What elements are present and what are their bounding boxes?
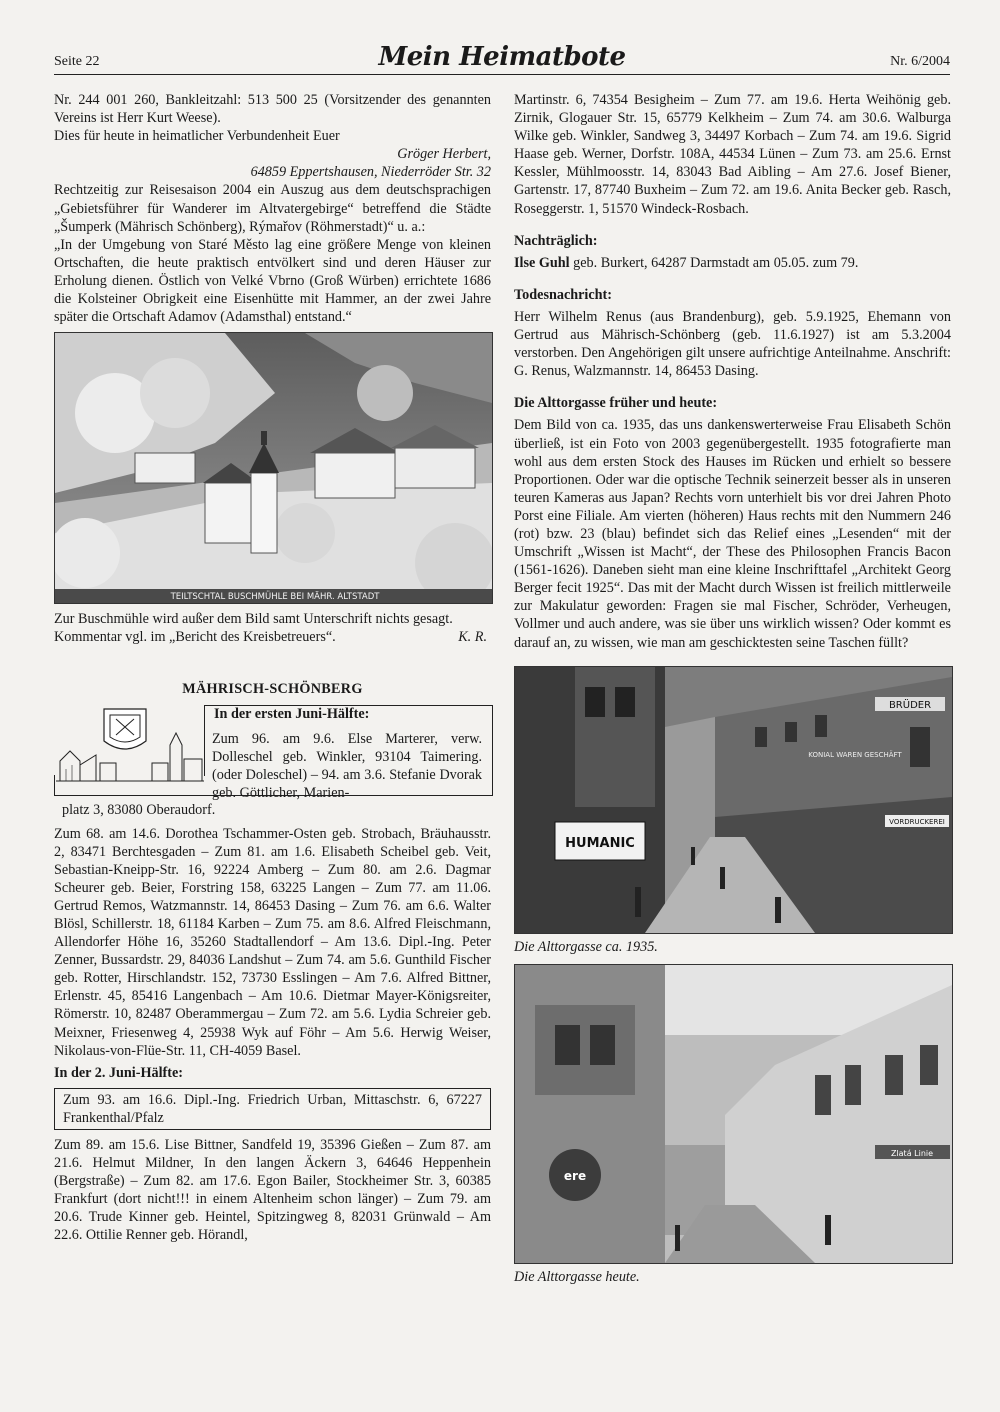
street-photo-1935: [514, 666, 953, 934]
paragraph: Ilse Guhl geb. Burkert, 64287 Darmstadt am 05.05. zum 79.: [514, 254, 859, 271]
paragraph: Martinstr. 6, 74354 Besigheim – Zum 77. am 19.6. Herta Weihönig geb. Zirnik, Glogauer Str. 15, 65779 Kelkheim – Zum 74. am 30.6. Walburga Wilke geb. Winkler, Sandweg 3, 34497 Korbach – Zum 74. am 19.6. Sigrid Haase geb. Werner, Dorfstr. 108A, 44534 Lünen – Zum 73. am 25.6. Ernst Kessler, Mühlmoosstr. 14, 83043 Bad Aibling – Am 27.6. Josef Biener, Gartenstr. 17, 87740 Buxheim – Zum 72. am 19.6. Anita Becker geb. Rasch, Roseggerstr. 1, 51570 Windeck-Rosbach.: [514, 92, 951, 217]
left-column: [54, 91, 491, 1245]
old-street-image: [515, 667, 952, 933]
page-header: [54, 30, 950, 75]
buschmuehle-photo: [54, 332, 493, 604]
signature-address: 64859 Eppertshausen, Niederröder Str. 32: [250, 164, 491, 181]
paragraph: Zum 68. am 14.6. Dorothea Tschammer-Osten geb. Strobach, Bräuhausstr. 2, 83471 Berchtesgaden – Zum 81. am 1.6. Elisabeth Scheibel geb. Veit, Sebastian-Kneipp-Str. 16, 92224 Amberg – Zum 80. am 2.6. Dagmar Scheurer geb. Beier, Forstring 158, 63225 Langen – Zum 77. am 11.06. Gertrud Remos, Watzmannstr. 14, 86453 Dasing – Zum 76. am 6.6. Walter Blösl, Schillerstr. 18, 61184 Karben – Zum 75. am 8.6. Alfred Fleischmann, Allendorfer Höhe 16, 35260 Stadtallendorf – Am 13.6. Dipl.-Ing. Peter Zenner, Bussardstr. 29, 84036 Landshut – Zum 74. am 5.6. Gunthild Fischer geb. Rotter, Hirschlandstr. 152, 73730 Esslingen – Am 7.6. Alfred Bittner, Erlenstr. 45, 85416 Langenbach – Am 10.6. Dietmar Mayer-Königsreiter, Römerstr. 10, 82487 Oberammergau – Zum 72. am 5.6. Lydia Schreier geb. Meixner, Friesenweg 4, 25938 Wyk auf Föhr – Am 5.6. Herwig Weiser, Nikolaus-von-Flüe-Str. 11, CH-4059 Basel.: [54, 825, 491, 1059]
photo-caption-1935: Die Alttorgasse ca. 1935.: [514, 938, 658, 955]
heading: Die Alttorgasse früher und heute:: [514, 395, 718, 412]
heading: Todesnachricht:: [514, 286, 613, 303]
paragraph: Herr Wilhelm Renus (aus Brandenburg), geb. 5.9.1925, Ehemann von Gertrud aus Mährisch-Schönberg (geb. 11.6.1927) ist am 5.3.2004 verstorben. Den Angehörigen gilt unsere aufrichtige Anteilnahme. Anschrift: G. Renus, Walzmannstr. 14, 86453 Dasing.: [514, 308, 951, 380]
shop-sign-humanic: HUMANIC: [565, 835, 635, 851]
heading: Nachträglich:: [514, 232, 598, 249]
shop-sign-kolonial: KONIAL WAREN GESCHÄFT: [808, 750, 902, 759]
paragraph: Rechtzeitig zur Reisesaison 2004 ein Auszug aus dem deutschsprachigen „Gebietsführer für Wanderer im Altvatergebirge“ betreffend die Städte „Šumperk (Mährisch Schönberg), Rýmařov (Röhmerstadt)“ u. a.:: [54, 182, 491, 235]
paragraph: Nr. 244 001 260, Bankleitzahl: 513 500 25 (Vorsitzender des genannten Vereins ist Herr Kurt Weese).: [54, 92, 491, 127]
right-column: [514, 91, 951, 1286]
photo-caption: TEILTSCHTAL BUSCHMÜHLE BEI MÄHR. ALTSTADT: [170, 592, 380, 603]
comment-signature: K. R.: [458, 629, 487, 646]
photo-caption-today: Die Alttorgasse heute.: [514, 1268, 640, 1285]
paragraph: Zur Buschmühle wird außer dem Bild samt Unterschrift nichts gesagt.: [54, 611, 453, 628]
name: Ilse Guhl: [514, 254, 570, 271]
quote-paragraph: „In der Umgebung von Staré Město lag eine größere Menge von kleinen Ortschaften, die heute praktisch entvölkert sind und deren Häuser zur Erholung dienen. Östlich von Velké Vbrno (Groß Würben) errichtete 1686 die Kolsteiner Obrigkeit eine Eisenhütte mit Hammer, an der zwei Jahre später die Ortschaft Adamov (Adamsthal) entstand.“: [54, 236, 491, 326]
highlight-box-tail: platz 3, 83080 Oberaudorf.: [62, 801, 216, 818]
page-number: Seite 22: [54, 54, 100, 69]
village-winter-image: [55, 333, 492, 603]
highlight-box: Zum 93. am 16.6. Dipl.-Ing. Friedrich Urban, Mittaschstr. 6, 67227 Frankenthal/Pfalz: [54, 1088, 491, 1130]
paragraph: Dem Bild von ca. 1935, das uns dankenswerterweise Frau Elisabeth Schön überließ, ist ein Foto von 2003 gegenübergestellt. 1935 fotografierte man wohl aus dem ersten Stock des Hauses im Rücken und erhielt so bessere Proportionen. Oder war die optische Technik seinerzeit besser als in unseren teuren Kameras aus Japan? Rechts vorn unterhielt bis vor drei Jahren Photo Porst eine Filiale. Am vierten (höheren) Haus rechts mit den Nummern 246 (rot) bzw. 23 (blau) befindet sich das Relief eines „Lesenden“ mit der Umschrift „Wissen ist Macht“, der These des Philosophen Francis Bacon (1561-1626). Daneben sieht man eine kleine Inschrifttafel „Architekt Georg Berger fecit 1925“. Das mit der Macht durch Wissen ist freilich mittlerweile zur Makulatur geworden: Fragen sie mal Fischer, Schröder, Verheugen, Vollmer und auch andere, was sie über uns wirklich wissen? Oder kommt es darauf an, zu wissen, wie man am geschicktesten seine Taschen füllt?: [514, 417, 951, 651]
comment-text: Kommentar vgl. im „Bericht des Kreisbetreuers“.: [54, 629, 336, 646]
shop-sign-vordruckerei: VORDRUCKEREI: [889, 817, 945, 826]
highlight-box-text: Zum 96. am 9.6. Else Marterer, verw. Dolleschel geb. Winkler, 93104 Taimering. (oder Doleschel) – 94. am 3.6. Stefanie Dvorak geb. Göttlicher, Marien-: [212, 730, 482, 801]
shop-sign-brueder: BRÜDER: [888, 699, 932, 711]
issue-number: Nr. 6/2004: [890, 54, 950, 69]
masthead: Mein Heimatbote: [378, 42, 626, 72]
shop-sign-ere: ere: [563, 1168, 587, 1183]
birthday-box-first-half: [54, 705, 491, 823]
modern-street-image: [515, 965, 952, 1263]
subheading: In der ersten Juni-Hälfte:: [214, 705, 370, 722]
section-title: MÄHRISCH-SCHÖNBERG: [182, 681, 363, 698]
paragraph: Zum 89. am 15.6. Lise Bittner, Sandfeld 19, 35396 Gießen – Zum 87. am 21.6. Helmut Mildner, In den langen Äckern 3, 64646 Heppenhein (Bergstraße) – Zum 82. am 17.6. Egon Bailer, Stockheimer Str. 3, 60385 Frankfurt (dort nicht!!! in einem Altenheim schon länger) – Zum 79. am 20.6. Trude Kinner geb. Heintel, Spitzingweg 8, 82031 Grünwald – Am 22.6. Ottilie Renner geb. Hörandl,: [54, 1137, 491, 1244]
street-photo-today: [514, 964, 953, 1264]
paragraph: Dies für heute in heimatlicher Verbundenheit Euer: [54, 128, 340, 145]
subheading: In der 2. Juni-Hälfte:: [54, 1064, 184, 1081]
comment-line: [54, 628, 491, 646]
shop-sign-zlata-linie: Zlatá Linie: [890, 1148, 934, 1158]
signature-name: Gröger Herbert,: [397, 146, 491, 163]
